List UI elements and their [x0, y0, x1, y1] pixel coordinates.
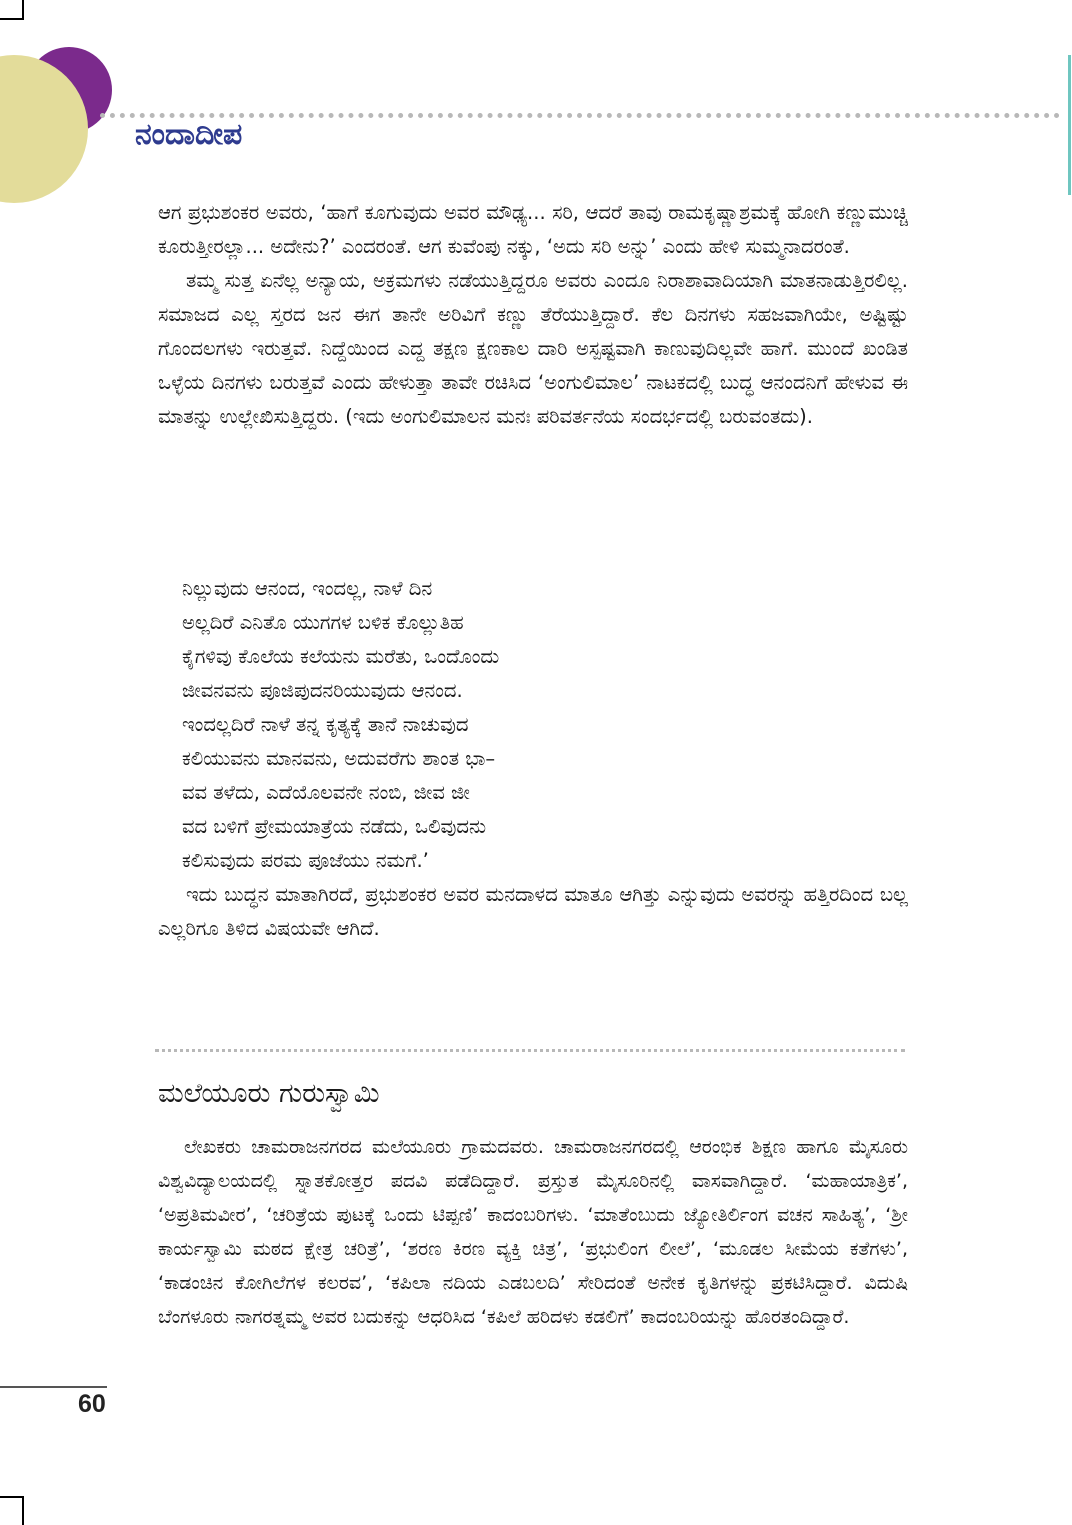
crop-mark-top-left-vertical — [22, 0, 24, 20]
closing-prose — [158, 878, 908, 946]
author-bio: ಲೇಖಕರು ಚಾಮರಾಜನಗರದ ಮಲೆಯೂರು ಗ್ರಾಮದವರು. ಚಾಮರಾಜನಗರದಲ್ಲಿ ಆರಂಭಿಕ ಶಿಕ್ಷಣ ಹಾಗೂ ಮೈಸೂರು ವಿಶ್ವವಿದ್ಯಾಲಯದಲ್ಲಿ ಸ್ನಾತಕೋತ್ತರ ಪದವಿ ಪಡೆದಿದ್ದಾರೆ. ಪ್ರಸ್ತುತ ಮೈಸೂರಿನಲ್ಲಿ ವಾಸವಾಗಿದ್ದಾರೆ. ‘ಮಹಾಯಾತ್ರಿಕ’, ‘ಅಪ್ರತಿಮವೀರ’, ‘ಚರಿತ್ರೆಯ ಪುಟಕ್ಕೆ ಒಂದು ಟಿಪ್ಪಣಿ’ ಕಾದಂಬರಿಗಳು. ‘ಮಾತೆಂಬುದು ಜ್ಯೋತಿರ್ಲಿಂಗ ವಚನ ಸಾಹಿತ್ಯ’, ‘ಶ್ರೀ ಕಾರ್ಯಸ್ವಾಮಿ ಮಠದ ಕ್ಷೇತ್ರ ಚರಿತ್ರೆ’, ‘ಶರಣ ಕಿರಣ ವ್ಯಕ್ತಿ ಚಿತ್ರ’, ‘ಪ್ರಭುಲಿಂಗ ಲೀಲೆ’, ‘ಮೂಡಲ ಸೀಮೆಯ ಕತೆಗಳು’, ‘ಕಾಡಂಚಿನ ಕೋಗಿಲೆಗಳ ಕಲರವ’, ‘ಕಪಿಲಾ ನದಿಯ ಎಡಬಲದಿ’ ಸೇರಿದಂತೆ ಅನೇಕ ಕೃತಿಗಳನ್ನು ಪ್ರಕಟಿಸಿದ್ದಾರೆ. ವಿದುಷಿ ಬೆಂಗಳೂರು ನಾಗರತ್ನಮ್ಮ ಅವರ ಬದುಕನ್ನು ಆಧರಿಸಿದ ‘ಕಪಿಲೆ ಹರಿದಳು ಕಡಲಿಗೆ’ ಕಾದಂಬರಿಯನ್ನು ಹೊರತಂದಿದ್ದಾರೆ. — [158, 1136, 908, 1328]
page-number: 60 — [78, 1390, 106, 1418]
poem-line: ಅಲ್ಲದಿರೆ ಎನಿತೊ ಯುಗಗಳ ಬಳಿಕ ಕೊಲ್ಲುತಿಹ — [182, 611, 464, 634]
author-heading: ಮಲೆಯೂರು ಗುರುಸ್ವಾಮಿ — [158, 1078, 380, 1109]
page-number-rule — [0, 1386, 107, 1388]
poem-block — [182, 572, 902, 878]
section-dotted-rule — [155, 1049, 905, 1052]
poem-line: ಇಂದಲ್ಲದಿರೆ ನಾಳೆ ತನ್ನ ಕೃತ್ಯಕ್ಕೆ ತಾನೆ ನಾಚುವುದ — [182, 713, 469, 736]
header-dotted-rule — [100, 113, 1060, 118]
crop-mark-top-left-horizontal — [0, 18, 24, 20]
poem-line: ಕಲಿಸುವುದು ಪರಮ ಪೂಜೆಯು ನಮಗೆ.’ — [182, 849, 429, 872]
main-prose — [158, 196, 908, 434]
closing-paragraph: ಇದು ಬುದ್ಧನ ಮಾತಾಗಿರದೆ, ಪ್ರಭುಶಂಕರ ಅವರ ಮನದಾಳದ ಮಾತೂ ಆಗಿತ್ತು ಎನ್ನುವುದು ಅವರನ್ನು ಹತ್ತಿರದಿಂದ ಬಲ್ಲ ಎಲ್ಲರಿಗೂ ತಿಳಿದ ವಿಷಯವೇ ಆಗಿದೆ. — [158, 883, 908, 940]
decorative-teal-bar — [1068, 55, 1071, 195]
poem-line: ವದ ಬಳಿಗೆ ಪ್ರೇಮಯಾತ್ರೆಯ ನಡೆದು, ಒಲಿವುದನು — [182, 815, 487, 838]
poem-line: ನಿಲ್ಲುವುದು ಆನಂದ, ಇಂದಲ್ಲ, ನಾಳೆ ದಿನ — [182, 577, 433, 600]
crop-mark-bottom-left-vertical — [22, 1496, 24, 1525]
running-title: ನಂದಾದೀಪ — [135, 117, 243, 152]
poem-line: ವವ ತಳೆದು, ಎದೆಯೊಲವನೇ ನಂಬಿ, ಜೀವ ಜೀ — [182, 781, 470, 804]
paragraph: ತಮ್ಮ ಸುತ್ತ ಏನೆಲ್ಲ ಅನ್ಯಾಯ, ಅಕ್ರಮಗಳು ನಡೆಯುತ್ತಿದ್ದರೂ ಅವರು ಎಂದೂ ನಿರಾಶಾವಾದಿಯಾಗಿ ಮಾತನಾಡುತ್ತಿರಲಿಲ್ಲ. ಸಮಾಜದ ಎಲ್ಲ ಸ್ತರದ ಜನ ಈಗ ತಾನೇ ಅರಿವಿಗೆ ಕಣ್ಣು ತೆರೆಯುತ್ತಿದ್ದಾರೆ. ಕೆಲ ದಿನಗಳು ಸಹಜವಾಗಿಯೇ, ಅಷ್ಟಿಷ್ಟು ಗೊಂದಲಗಳು ಇರುತ್ತವೆ. ನಿದ್ದೆಯಿಂದ ಎದ್ದ ತಕ್ಷಣ ಕ್ಷಣಕಾಲ ದಾರಿ ಅಸ್ಪಷ್ಟವಾಗಿ ಕಾಣುವುದಿಲ್ಲವೇ ಹಾಗೆ. ಮುಂದೆ ಖಂಡಿತ ಒಳ್ಳೆಯ ದಿನಗಳು ಬರುತ್ತವೆ ಎಂದು ಹೇಳುತ್ತಾ ತಾವೇ ರಚಿಸಿದ ‘ಅಂಗುಲಿಮಾಲ’ ನಾಟಕದಲ್ಲಿ ಬುದ್ಧ ಆನಂದನಿಗೆ ಹೇಳುವ ಈ ಮಾತನ್ನು ಉಲ್ಲೇಖಿಸುತ್ತಿದ್ದರು. (ಇದು ಅಂಗುಲಿಮಾಲನ ಮನಃ ಪರಿವರ್ತನೆಯ ಸಂದರ್ಭದಲ್ಲಿ ಬರುವಂತದು). — [158, 269, 908, 428]
paragraph: ಆಗ ಪ್ರಭುಶಂಕರ ಅವರು, ‘ಹಾಗೆ ಕೂಗುವುದು ಅವರ ಮೌಢ್ಯ... ಸರಿ, ಆದರೆ ತಾವು ರಾಮಕೃಷ್ಣಾಶ್ರಮಕ್ಕೆ ಹೋಗಿ ಕಣ್ಣುಮುಚ್ಚಿ ಕೂರುತ್ತೀರಲ್ಲಾ... ಅದೇನು?’ ಎಂದರಂತೆ. ಆಗ ಕುವೆಂಪು ನಕ್ಕು, ‘ಅದು ಸರಿ ಅನ್ನು’ ಎಂದು ಹೇಳಿ ಸುಮ್ಮನಾದರಂತೆ. — [158, 201, 908, 258]
poem-line: ಕಲಿಯುವನು ಮಾನವನು, ಅದುವರೆಗು ಶಾಂತ ಭಾ– — [182, 747, 496, 770]
crop-mark-bottom-left-horizontal — [0, 1496, 24, 1498]
poem-line: ಕೈಗಳಿವು ಕೊಲೆಯ ಕಲೆಯನು ಮರೆತು, ಒಂದೊಂದು — [182, 645, 500, 668]
poem-line: ಜೀವನವನು ಪೂಜಿಪುದನರಿಯುವುದು ಆನಂದ. — [182, 679, 463, 702]
